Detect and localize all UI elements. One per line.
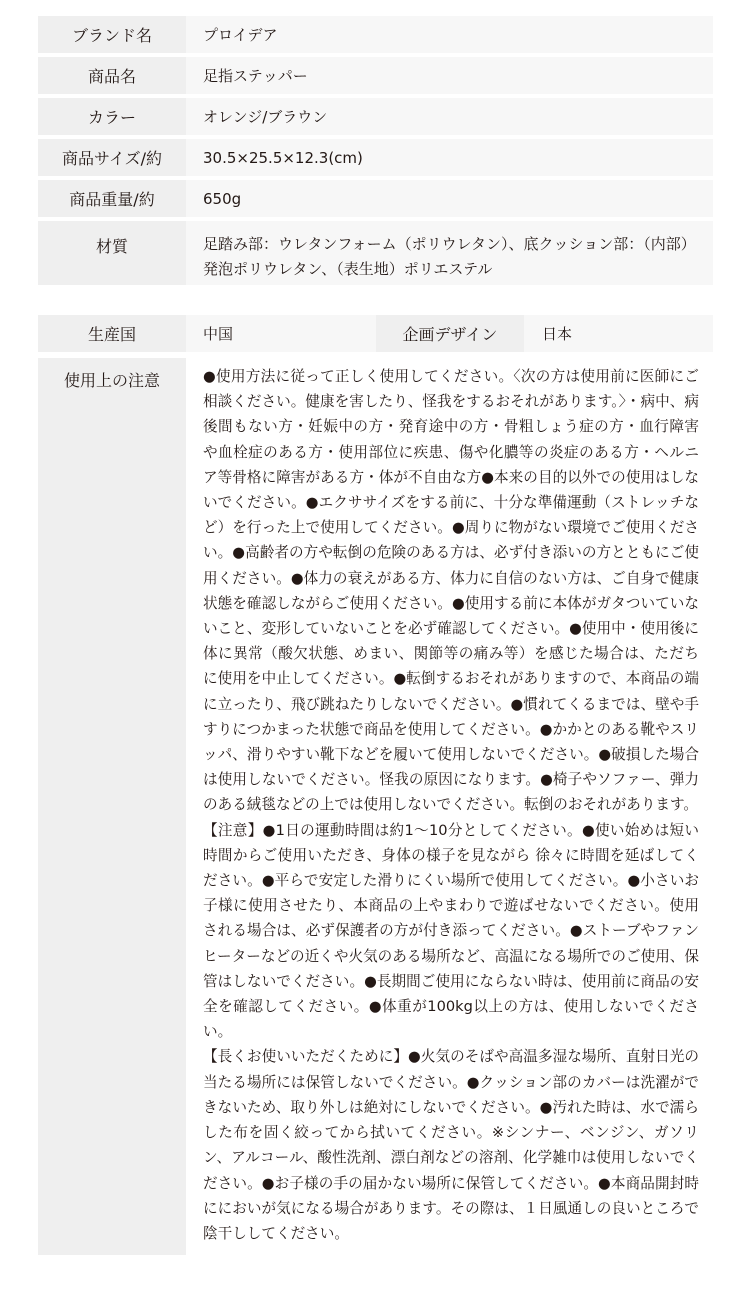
spec-row-notes <box>38 358 713 1255</box>
spec-label: 商品サイズ/約 <box>38 139 186 176</box>
spec-label: 生産国 <box>38 315 186 352</box>
spec-label: 商品重量/約 <box>38 180 186 217</box>
design-value: 日本 <box>524 315 713 352</box>
spec-row-material <box>38 221 713 285</box>
spec-row-origin <box>38 315 713 352</box>
spec-value: 650g <box>186 180 713 217</box>
spec-value: 足指ステッパー <box>186 57 713 94</box>
spec-label: 材質 <box>38 221 186 285</box>
notes-text <box>186 358 713 1255</box>
spec-value: オレンジ/ブラウン <box>186 98 713 135</box>
spec-row-color <box>38 98 713 135</box>
notes-paragraph: 【長くお使いいただくために】●火気のそばや高温多湿な場所、直射日光の当たる場所には保管しないでください。●クッション部のカバーは洗濯ができないため、取り外しは絶対にしないでください。●汚れた時は、水で濡らした布を固く絞ってから拭いてください。※シンナー、ベンジン、ガソリン、アルコール、酸性洗剤、漂白剤などの溶剤、化学雑巾は使用しないでください。●お子様の手の届かない場所に保管してください。●本商品開封時ににおいが気になる場合があります。その際は、１日風通しの良いところで陰干ししてください。 <box>203 1048 699 1242</box>
spec-label: ブランド名 <box>38 16 186 53</box>
spec-row-size <box>38 139 713 176</box>
spec-value: 中国 <box>186 315 376 352</box>
spec-row-product <box>38 57 713 94</box>
spec-label: カラー <box>38 98 186 135</box>
spec-value: 30.5×25.5×12.3(cm) <box>186 139 713 176</box>
notes-paragraph: ●使用方法に従って正しく使用してください。〈次の方は使用前に医師にご相談ください。健康を害したり、怪我をするおそれがあります。〉・病中、病後間もない方・妊娠中の方・発育途中の方・骨粗しょう症の方・血行障害や血栓症のある方・使用部位に疾患、傷や化膿等の炎症のある方・ヘルニア等骨格に障害がある方・体が不自由な方●本来の目的以外での使用はしないでください。●エクササイズをする前に、十分な準備運動（ストレッチなど）を行った上で使用してください。●周りに物がない環境でご使用ください。●高齢者の方や転倒の危険のある方は、必ず付き添いの方とともにご使用ください。●体力の衰えがある方、体力に自信のない方は、ご自身で健康状態を確認しながらご使用ください。●使用する前に本体がガタついていないこと、変形していないことを必ず確認してください。●使用中・使用後に体に異常（酸欠状態、めまい、関節等の痛み等）を感じた場合は、ただちに使用を中止してください。●転倒するおそれがありますので、本商品の端に立ったり、飛び跳ねたりしないでください。●慣れてくるまでは、壁や手すりにつかまった状態で商品を使用してください。●かかとのある靴やスリッパ、滑りやすい靴下などを履いて使用しないでください。●破損した場合は使用しないでください。怪我の原因になります。●椅子やソファー、弾力のある絨毯などの上では使用しないでください。転倒のおそれがあります。 <box>203 368 699 814</box>
spec-table <box>38 16 713 1259</box>
notes-paragraph: 【注意】●1日の運動時間は約1～10分としてください。●使い始めは短い時間からご使用いただき、身体の様子を見ながら 徐々に時間を延ばしてください。●平らで安定した滑りにくい場所で使用してください。●小さいお子様に使用させたり、本商品の上やまわりで遊ばせないでください。使用される場合は、必ず保護者の方が付き添ってください。●ストーブやファンヒーターなどの近くや火気のある場所など、高温になる場所でのご使用、保管はしないでください。●長期間ご使用にならない時は、使用前に商品の安全を確認してください。●体重が100kg以上の方は、使用しないでください。 <box>203 821 699 1041</box>
spec-row-brand <box>38 16 713 53</box>
design-label: 企画デザイン <box>376 315 524 352</box>
spec-value: プロイデア <box>186 16 713 53</box>
spec-label: 商品名 <box>38 57 186 94</box>
spec-row-weight <box>38 180 713 217</box>
spec-value: 足踏み部：ウレタンフォーム（ポリウレタン）、底クッション部：（内部）発泡ポリウレタン、（表生地）ポリエステル <box>186 221 713 285</box>
spec-label: 使用上の注意 <box>38 358 186 1255</box>
